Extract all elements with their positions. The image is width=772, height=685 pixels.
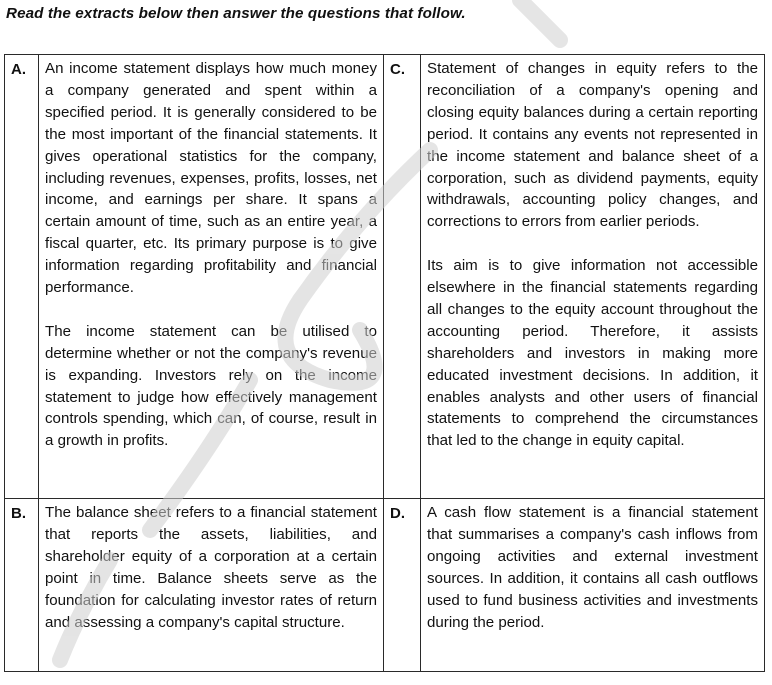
- extract-c-paragraph-2: Its aim is to give information not accessible elsewhere in the financial statements regarding all changes to the equity account throughout the accounting period. Therefore, it assists shareholders and investors in making more educated investment decisions. In addition, it enables analysts and other users of financial statements to comprehend the circumstances that led to the change in equity capital.: [427, 257, 758, 450]
- extract-b-balance-sheet: [39, 499, 384, 672]
- label-b: B.: [5, 499, 39, 672]
- extract-c-paragraph-1: Statement of changes in equity refers to the reconciliation of a company's opening and closing equity balances during a certain reporting period. It contains any events not represented in the income statement and balance sheet of a corporation, such as dividend payments, equity withdrawals, accounting policy changes, and corrections to errors from earlier periods.: [427, 60, 758, 231]
- label-a: A.: [5, 55, 39, 499]
- label-d: D.: [384, 499, 421, 672]
- extract-d-paragraph-1: A cash flow statement is a financial statement that summarises a company's cash inflows from ongoing activities and external investment sources. In addition, it contains all cash outflows used to fund business activities and investments during the period.: [427, 504, 758, 631]
- extract-a-paragraph-1: An income statement displays how much money a company generated and spent within a specified period. It is generally considered to be the most important of the financial statements. It gives operational statistics for the company, including revenues, expenses, profits, losses, net income, and earnings per share. It spans a certain amount of time, such as an entire year, a fiscal quarter, etc. Its primary purpose is to give information regarding profitability and financial performance.: [45, 60, 377, 297]
- watermark-stroke-top: [520, 0, 560, 40]
- label-c: C.: [384, 55, 421, 499]
- extracts-table: [4, 54, 765, 672]
- extract-a-paragraph-2: The income statement can be utilised to determine whether or not the company's revenue is expanding. Investors rely on the income statement to judge how effectively management controls spending, which can, of course, result in a growth in profits.: [45, 322, 377, 450]
- instruction-heading: Read the extracts below then answer the questions that follow.: [6, 5, 466, 22]
- table-row: [5, 499, 765, 672]
- extract-a-income-statement: [39, 55, 384, 499]
- extract-d-cash-flow: [421, 499, 765, 672]
- extract-c-changes-in-equity: [421, 55, 765, 499]
- table-row: [5, 55, 765, 499]
- extract-b-paragraph-1: The balance sheet refers to a financial statement that reports the assets, liabilities, and shareholder equity of a corporation at a certain point in time. Balance sheets serve as the foundation for calculating investor rates of return and assessing a company's capital structure.: [45, 504, 377, 631]
